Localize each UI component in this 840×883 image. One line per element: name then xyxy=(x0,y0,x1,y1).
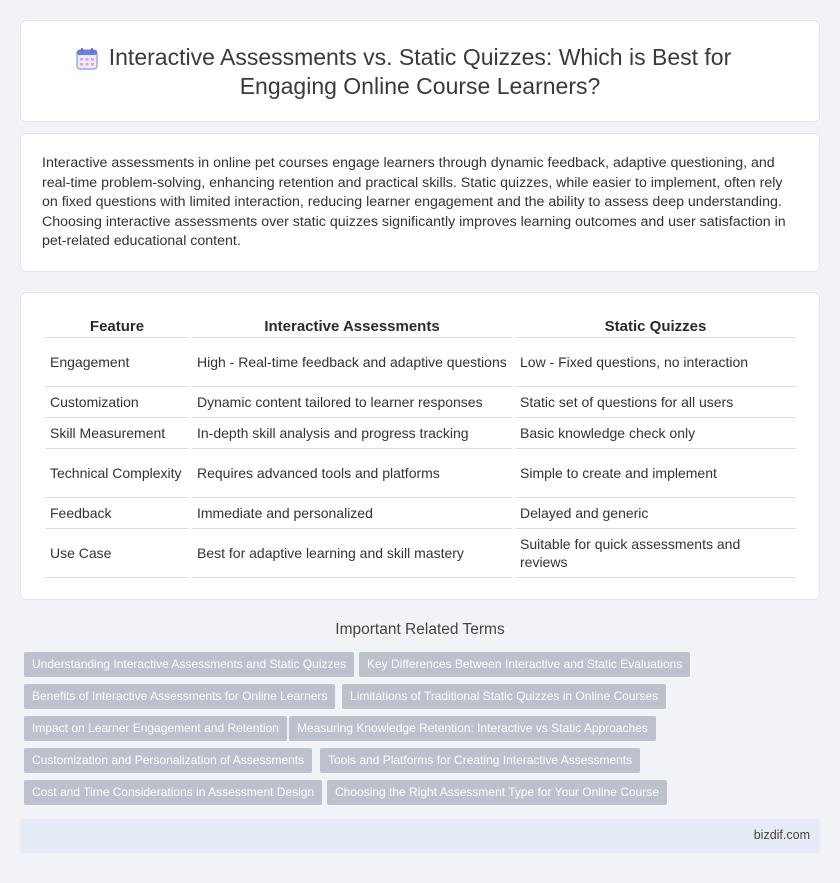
related-term-tag[interactable]: Customization and Personalization of Assessments xyxy=(24,748,312,773)
table-cell: Feedback xyxy=(45,498,189,529)
table-cell: Suitable for quick assessments and reviews xyxy=(515,529,796,578)
related-term-tag[interactable]: Limitations of Traditional Static Quizzes in Online Courses xyxy=(342,684,666,709)
table-cell: Best for adaptive learning and skill mastery xyxy=(192,529,512,578)
table-cell: Technical Complexity xyxy=(45,449,189,498)
comparison-table xyxy=(42,316,799,578)
table-cell: Low - Fixed questions, no interaction xyxy=(515,338,796,387)
table-row xyxy=(45,338,796,387)
header-static: Static Quizzes xyxy=(515,316,796,338)
table-cell: Engagement xyxy=(45,338,189,387)
table-cell: Delayed and generic xyxy=(515,498,796,529)
table-header-row xyxy=(45,316,796,338)
footer-bar xyxy=(20,819,820,853)
page-title: Interactive Assessments vs. Static Quizzes: Which is Best for Engaging Online Course Learners? xyxy=(108,44,732,99)
table-row xyxy=(45,529,796,578)
related-term-tag[interactable]: Cost and Time Considerations in Assessment Design xyxy=(24,780,322,805)
table-cell: Use Case xyxy=(45,529,189,578)
related-term-tag[interactable]: Benefits of Interactive Assessments for Online Learners xyxy=(24,684,335,709)
table-cell: Simple to create and implement xyxy=(515,449,796,498)
table-row xyxy=(45,449,796,498)
related-term-tag[interactable]: Choosing the Right Assessment Type for Your Online Course xyxy=(327,780,667,805)
intro-card xyxy=(20,133,820,272)
header-interactive: Interactive Assessments xyxy=(192,316,512,338)
table-cell: Customization xyxy=(45,387,189,418)
table-row xyxy=(45,418,796,449)
related-term-tag[interactable]: Understanding Interactive Assessments and Static Quizzes xyxy=(24,652,354,677)
header-feature: Feature xyxy=(45,316,189,338)
table-cell: Requires advanced tools and platforms xyxy=(192,449,512,498)
table-row xyxy=(45,498,796,529)
footer-site[interactable]: bizdif.com xyxy=(753,828,810,842)
table-cell: In-depth skill analysis and progress tracking xyxy=(192,418,512,449)
table-cell: Static set of questions for all users xyxy=(515,387,796,418)
related-terms-title: Important Related Terms xyxy=(335,621,505,638)
related-term-tag[interactable]: Measuring Knowledge Retention: Interactive vs Static Approaches xyxy=(289,716,656,741)
title-card xyxy=(20,20,820,122)
related-term-tag[interactable]: Impact on Learner Engagement and Retention xyxy=(24,716,287,741)
intro-paragraph: Interactive assessments in online pet courses engage learners through dynamic feedback, adaptive questioning, and real-time problem-solving, enhancing retention and practical skills. Static quizzes, while easier to implement, often rely on fixed questions with limited interaction, reducing learner engagement and the ability to assess deep understanding. Choosing interactive assessments over static quizzes significantly improves learning outcomes and user satisfaction in pet-related educational content. xyxy=(42,155,786,250)
table-cell: Dynamic content tailored to learner responses xyxy=(192,387,512,418)
table-cell: Skill Measurement xyxy=(45,418,189,449)
table-cell: Basic knowledge check only xyxy=(515,418,796,449)
related-term-tag[interactable]: Key Differences Between Interactive and Static Evaluations xyxy=(359,652,690,677)
table-row xyxy=(45,387,796,418)
table-cell: High - Real-time feedback and adaptive questions xyxy=(192,338,512,387)
related-term-tag[interactable]: Tools and Platforms for Creating Interactive Assessments xyxy=(320,748,640,773)
comparison-table-card xyxy=(20,292,820,600)
table-cell: Immediate and personalized xyxy=(192,498,512,529)
